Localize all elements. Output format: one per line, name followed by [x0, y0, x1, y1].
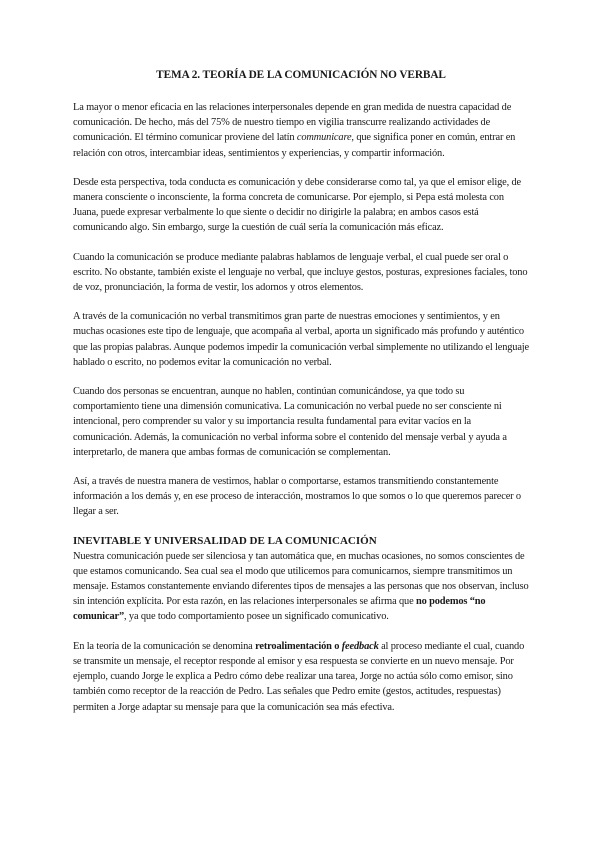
paragraph-intro — [73, 100, 529, 161]
term-retroalimentacion: retroalimentación o — [255, 640, 342, 652]
term-feedback — [342, 641, 379, 652]
paragraph-inevitable-text: Nuestra comunicación puede ser silenciosa y tan automática que, en muchas ocasiones, no somos conscientes de que estamos comunicando. Sea cual sea el modo que utilicemos para comunicarnos, siempre transmitimos un mensaje. Estamos constantemente enviando diferentes tipos de mensajes a las personas que nos observan, incluso sin intención explícita. Por esta razón, en las relaciones interpersonales se afirma que — [73, 550, 529, 608]
paragraph-feedback-text-end: al proceso mediante el cual, cuando se transmite un mensaje, el receptor responde al emisor y esa respuesta se convierte en un nuevo mensaje. Por ejemplo, cuando Jorge le explica a Pedro cómo debe realizar una tarea, Jorge no actúa sólo como emisor, sino también como receptor de la reacción de Pedro. Las señales que Pedro emite (gestos, actitudes, respuestas) permiten a Jorge adaptar su mensaje para que la comunicación sea más efectiva. — [73, 640, 525, 713]
latin-term: communicare — [296, 132, 352, 144]
paragraph-dressing: Así, a través de nuestra manera de vestirnos, hablar o comportarse, estamos transmitiendo constantemente información a los demás y, en ese proceso de interacción, mostramos lo que somos o lo que queremos parecer o llegar a ser. — [73, 476, 521, 518]
section-heading: INEVITABLE Y UNIVERSALIDAD DE LA COMUNICACIÓN — [73, 534, 377, 547]
emphasis-no-comunicar: no podemos “no comunicar” — [73, 596, 486, 623]
paragraph-inevitable-text-end: , ya que todo comportamiento posee un significado comunicativo. — [124, 611, 389, 623]
paragraph-verbal-language: Cuando la comunicación se produce mediante palabras hablamos de lenguaje verbal, el cual puede ser oral o escrito. No obstante, también existe el lenguaje no verbal, que incluye gestos, posturas, expresiones faciales, tono de voz, pronunciación, la forma de vestir, los adornos y otros elementos. — [73, 251, 528, 294]
document-page — [73, 69, 529, 715]
paragraph-feedback — [73, 639, 529, 715]
paragraph-feedback-text: En la teoría de la comunicación se denomina — [73, 640, 256, 652]
paragraph-intro-text-end: , que significa poner en común, entrar en relación con otros, intercambiar ideas, sentimientos y experiencias, y compartir información. — [73, 132, 516, 159]
document-title: TEMA 2. TEORÍA DE LA COMUNICACIÓN NO VERBAL — [156, 69, 446, 81]
paragraph-intro-text: La mayor o menor eficacia en las relaciones interpersonales depende en gran medida de nuestra capacidad de comunicación. De hecho, más del 75% de nuestro tiempo en vigilia transcurre realizando actividades de comunicación. El término comunicar proviene del latín — [73, 102, 512, 144]
paragraph-nonverbal-emotions: A través de la comunicación no verbal transmitimos gran parte de nuestras emociones y sentimientos, y en muchas ocasiones este tipo de lenguaje, que acompaña al verbal, aporta un significado más profundo y auténtico que las propias palabras. Aunque podemos impedir la comunicación verbal simplemente no utilizando el lenguaje hablado o escrito, no podemos evitar la comunicación no verbal. — [73, 311, 529, 368]
paragraph-inevitable — [73, 549, 529, 625]
paragraph-perspective: Desde esta perspectiva, toda conducta es comunicación y debe considerarse como tal, ya que el emisor elige, de manera consciente o inconsciente, la forma concreta de comunicarse. Por ejemplo, si Pepa está molesta con Juana, puede expresar verbalmente lo que siente o decidir no dirigirle la palabra; en ambos casos está comunicando algo. Sin embargo, surge la cuestión de cuál sería la comunicación más eficaz. — [73, 176, 522, 234]
paragraph-two-persons: Cuando dos personas se encuentran, aunque no hablen, continúan comunicándose, ya que todo su comportamiento tiene una dimensión comunicativa. La comunicación no verbal puede no ser consciente ni intencional, pero comprender su valor y su importancia resulta fundamental para evitar vacíos en la comunicación. Además, la comunicación no verbal informa sobre el contenido del mensaje verbal y ayuda a interpretarlo, de manera que ambas formas de comunicación se complementan. — [73, 386, 507, 458]
term-feedback-italic: feedback — [341, 640, 379, 652]
